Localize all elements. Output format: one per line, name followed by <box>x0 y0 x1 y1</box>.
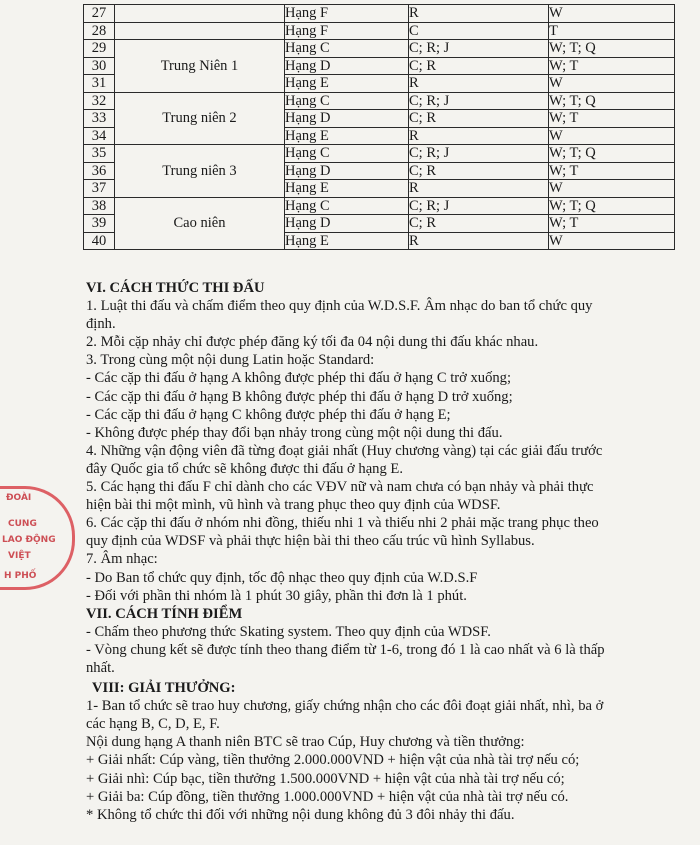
stamp-text: CUNG <box>8 519 37 529</box>
class-cell: Hạng F <box>285 22 409 40</box>
paragraph-line: - Chấm theo phương thức Skating system. Theo quy định của WDSF. <box>86 623 491 640</box>
row-number: 33 <box>84 110 115 128</box>
stamp-text: LAO ĐỘNG <box>2 535 56 545</box>
table-row <box>84 145 675 163</box>
latin-cell: C; R <box>409 215 549 233</box>
row-number: 37 <box>84 180 115 198</box>
paragraph-line: nhất. <box>86 659 115 676</box>
class-cell: Hạng C <box>285 145 409 163</box>
paragraph-line: hiện bài thi một mình, vũ hình và trang phục theo quy định của WDSF. <box>86 497 501 514</box>
paragraph-line: 3. Trong cùng một nội dung Latin hoặc Standard: <box>86 352 375 369</box>
standard-cell: W; T <box>549 57 675 75</box>
standard-cell: W; T <box>549 215 675 233</box>
table-row <box>84 5 675 23</box>
latin-cell: C; R <box>409 162 549 180</box>
class-cell: Hạng D <box>285 57 409 75</box>
group-cell: Cao niên <box>115 197 285 250</box>
standard-cell: W; T; Q <box>549 92 675 110</box>
latin-cell: R <box>409 127 549 145</box>
paragraph-line: 6. Các cặp thi đấu ở nhóm nhi đồng, thiếu nhi 1 và thiếu nhi 2 phải mặc trang phục theo <box>86 515 599 532</box>
group-cell <box>115 5 285 23</box>
row-number: 30 <box>84 57 115 75</box>
paragraph-line: 1- Ban tổ chức sẽ trao huy chương, giấy chứng nhận cho các đôi đoạt giải nhất, nhì, ba ở <box>86 698 604 715</box>
paragraph-line: + Giải ba: Cúp đồng, tiền thưởng 1.000.000VND + hiện vật của nhà tài trợ nếu có. <box>86 788 569 805</box>
group-cell: Trung niên 3 <box>115 145 285 198</box>
paragraph-line: - Vòng chung kết sẽ được tính theo thang điểm từ 1-6, trong đó 1 là cao nhất và 6 là thấp <box>86 641 605 658</box>
paragraph-line: 7. Âm nhạc: <box>86 551 158 568</box>
row-number: 40 <box>84 232 115 250</box>
section-6-heading: VI. CÁCH THỨC THI ĐẤU <box>86 280 265 296</box>
row-number: 27 <box>84 5 115 23</box>
class-cell: Hạng E <box>285 127 409 145</box>
standard-cell: W; T; Q <box>549 197 675 215</box>
standard-cell: W <box>549 75 675 93</box>
latin-cell: C; R <box>409 110 549 128</box>
latin-cell: R <box>409 232 549 250</box>
paragraph-line: quy định của WDSF và phải thực hiện bài thi theo cấu trúc vũ hình Syllabus. <box>86 533 535 550</box>
stamp-text: H PHỐ <box>4 571 37 581</box>
standard-cell: W <box>549 232 675 250</box>
latin-cell: R <box>409 180 549 198</box>
row-number: 34 <box>84 127 115 145</box>
table-row <box>84 40 675 58</box>
paragraph-line: - Các cặp thi đấu ở hạng A không được phép thi đấu ở hạng C trở xuống; <box>86 370 512 387</box>
class-cell: Hạng D <box>285 215 409 233</box>
latin-cell: C; R <box>409 57 549 75</box>
paragraph-line: đây Quốc gia tổ chức sẽ không được thi đấu ở hạng E. <box>86 460 403 477</box>
latin-cell: C; R; J <box>409 92 549 110</box>
paragraph-line: - Do Ban tổ chức quy định, tốc độ nhạc theo quy định của W.D.S.F <box>86 569 478 586</box>
class-cell: Hạng E <box>285 75 409 93</box>
paragraph-line: các hạng B, C, D, E, F. <box>86 716 220 733</box>
paragraph-line: + Giải nhì: Cúp bạc, tiền thưởng 1.500.000VND + hiện vật của nhà tài trợ nếu có; <box>86 770 565 787</box>
class-cell: Hạng C <box>285 92 409 110</box>
stamp-text: VIỆT <box>8 551 31 561</box>
paragraph-line: 2. Mỗi cặp nhảy chỉ được phép đăng ký tối đa 04 nội dung thi đấu khác nhau. <box>86 334 539 351</box>
latin-cell: C; R; J <box>409 145 549 163</box>
document-body <box>86 279 692 824</box>
standard-cell: W; T; Q <box>549 40 675 58</box>
paragraph-line: Nội dung hạng A thanh niên BTC sẽ trao Cúp, Huy chương và tiền thưởng: <box>86 734 525 751</box>
class-cell: Hạng C <box>285 40 409 58</box>
latin-cell: C <box>409 22 549 40</box>
class-cell: Hạng E <box>285 180 409 198</box>
row-number: 31 <box>84 75 115 93</box>
paragraph-line: + Giải nhất: Cúp vàng, tiền thưởng 2.000.000VND + hiện vật của nhà tài trợ nếu có; <box>86 752 580 769</box>
row-number: 38 <box>84 197 115 215</box>
paragraph-line: 1. Luật thi đấu và chấm điểm theo quy định của W.D.S.F. Âm nhạc do ban tổ chức quy <box>86 298 593 315</box>
standard-cell: W; T <box>549 110 675 128</box>
paragraph-line: * Không tổ chức thi đối với những nội dung không đủ 3 đôi nhảy thi đấu. <box>86 806 515 823</box>
row-number: 32 <box>84 92 115 110</box>
standard-cell: W <box>549 5 675 23</box>
row-number: 35 <box>84 145 115 163</box>
table-row <box>84 92 675 110</box>
standard-cell: W; T; Q <box>549 145 675 163</box>
row-number: 28 <box>84 22 115 40</box>
row-number: 39 <box>84 215 115 233</box>
latin-cell: R <box>409 5 549 23</box>
class-cell: Hạng E <box>285 232 409 250</box>
stamp-text: ĐOÀI <box>6 493 32 503</box>
latin-cell: C; R; J <box>409 197 549 215</box>
class-cell: Hạng F <box>285 5 409 23</box>
group-cell: Trung Niên 1 <box>115 40 285 93</box>
paragraph-line: - Không được phép thay đổi bạn nhảy trong cùng một nội dung thi đấu. <box>86 424 503 441</box>
class-cell: Hạng C <box>285 197 409 215</box>
paragraph-line: 5. Các hạng thi đấu F chỉ dành cho các VĐV nữ và nam chưa có bạn nhảy và phải thực <box>86 479 594 496</box>
latin-cell: C; R; J <box>409 40 549 58</box>
standard-cell: W <box>549 180 675 198</box>
class-cell: Hạng D <box>285 110 409 128</box>
red-stamp <box>0 486 75 590</box>
paragraph-line: định. <box>86 316 116 333</box>
row-number: 36 <box>84 162 115 180</box>
group-cell: Trung niên 2 <box>115 92 285 145</box>
competition-table <box>83 4 675 250</box>
paragraph-line: 4. Những vận động viên đã từng đoạt giải nhất (Huy chương vàng) tại các giải đấu trước <box>86 442 603 459</box>
row-number: 29 <box>84 40 115 58</box>
table-row <box>84 22 675 40</box>
section-8-heading: VIII: GIẢI THƯỞNG: <box>92 680 236 697</box>
standard-cell: T <box>549 22 675 40</box>
standard-cell: W; T <box>549 162 675 180</box>
paragraph-line: - Các cặp thi đấu ở hạng C không được phép thi đấu ở hạng E; <box>86 406 451 423</box>
paragraph-line: - Các cặp thi đấu ở hạng B không được phép thi đấu ở hạng D trở xuống; <box>86 388 513 405</box>
class-cell: Hạng D <box>285 162 409 180</box>
group-cell <box>115 22 285 40</box>
section-7-heading: VII. CÁCH TÍNH ĐIỂM <box>86 605 243 622</box>
standard-cell: W <box>549 127 675 145</box>
paragraph-line: - Đối với phần thi nhóm là 1 phút 30 giây, phần thi đơn là 1 phút. <box>86 587 467 604</box>
latin-cell: R <box>409 75 549 93</box>
table-row <box>84 197 675 215</box>
